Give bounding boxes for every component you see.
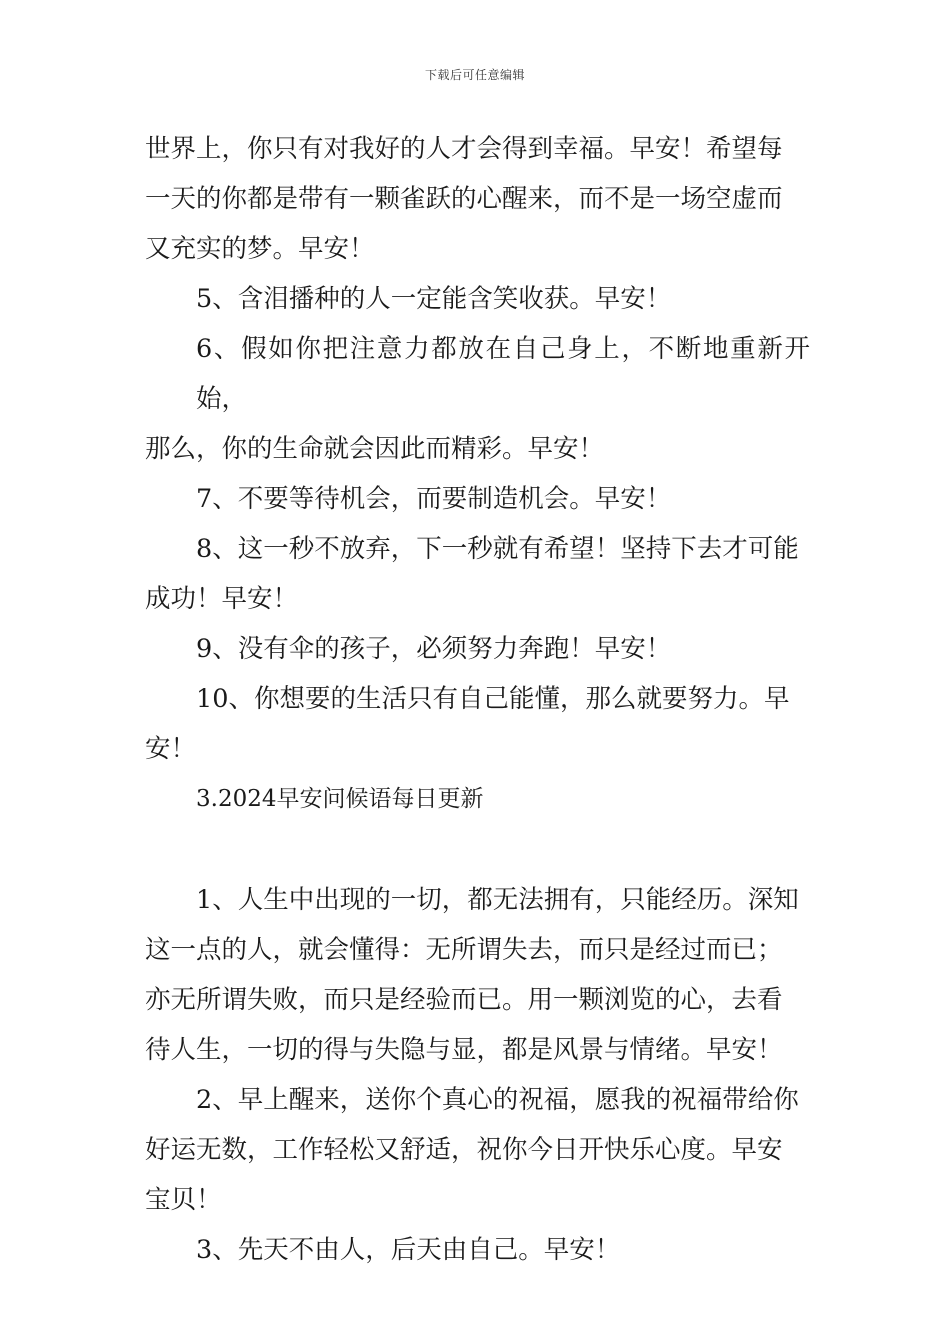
text-line: 10、你想要的生活只有自己能懂，那么就要努力。早 bbox=[196, 684, 790, 714]
text-line: 好运无数，工作轻松又舒适，祝你今日开快乐心度。早安 bbox=[145, 1135, 783, 1165]
text-line: 1、人生中出现的一切，都无法拥有，只能经历。深知 bbox=[196, 885, 799, 915]
text-line: 成功！早安！ bbox=[145, 584, 299, 614]
text-line: 宝贝！ bbox=[145, 1185, 222, 1215]
page-header-note: 下载后可任意编辑 bbox=[424, 68, 525, 82]
text-line: 待人生，一切的得与失隐与显，都是风景与情绪。早安！ bbox=[145, 1035, 783, 1065]
paragraph-item-6 bbox=[145, 324, 810, 474]
text-line: 那么，你的生命就会因此而精彩。早安！ bbox=[145, 434, 605, 464]
text-line: 5、含泪播种的人一定能含笑收获。早安！ bbox=[196, 284, 672, 314]
section-item-3 bbox=[145, 1225, 810, 1275]
paragraph-item-8 bbox=[145, 524, 810, 624]
text-line: 3、先天不由人，后天由自己。早安！ bbox=[196, 1235, 621, 1265]
paragraph-item-7 bbox=[145, 474, 810, 524]
text-line: 安！ bbox=[145, 734, 197, 764]
text-line: 8、这一秒不放弃，下一秒就有希望！坚持下去才可能 bbox=[196, 534, 799, 564]
paragraph-item-10 bbox=[145, 674, 810, 774]
text-line: 6、假如你把注意力都放在自己身上，不断地重新开始， bbox=[196, 334, 810, 414]
document-body bbox=[145, 124, 810, 1275]
section-item-1 bbox=[145, 875, 810, 1075]
text-line: 又充实的梦。早安！ bbox=[145, 234, 375, 264]
section-heading: 3.2024早安问候语每日更新 bbox=[196, 786, 484, 812]
section-item-2 bbox=[145, 1075, 810, 1225]
paragraph-continued bbox=[145, 124, 810, 274]
text-line: 2、早上醒来，送你个真心的祝福，愿我的祝福带给你 bbox=[196, 1085, 799, 1115]
text-line: 亦无所谓失败，而只是经验而已。用一颗浏览的心，去看 bbox=[145, 985, 783, 1015]
text-line: 9、没有伞的孩子，必须努力奔跑！早安！ bbox=[196, 634, 672, 664]
paragraph-item-9 bbox=[145, 624, 810, 674]
text-line: 这一点的人，就会懂得：无所谓失去，而只是经过而已； bbox=[145, 935, 783, 965]
text-line: 7、不要等待机会，而要制造机会。早安！ bbox=[196, 484, 672, 514]
section-spacer bbox=[145, 824, 810, 875]
paragraph-item-5 bbox=[145, 274, 810, 324]
text-line: 世界上，你只有对我好的人才会得到幸福。早安！希望每 bbox=[145, 134, 783, 164]
text-line: 一天的你都是带有一颗雀跃的心醒来，而不是一场空虚而 bbox=[145, 184, 783, 214]
